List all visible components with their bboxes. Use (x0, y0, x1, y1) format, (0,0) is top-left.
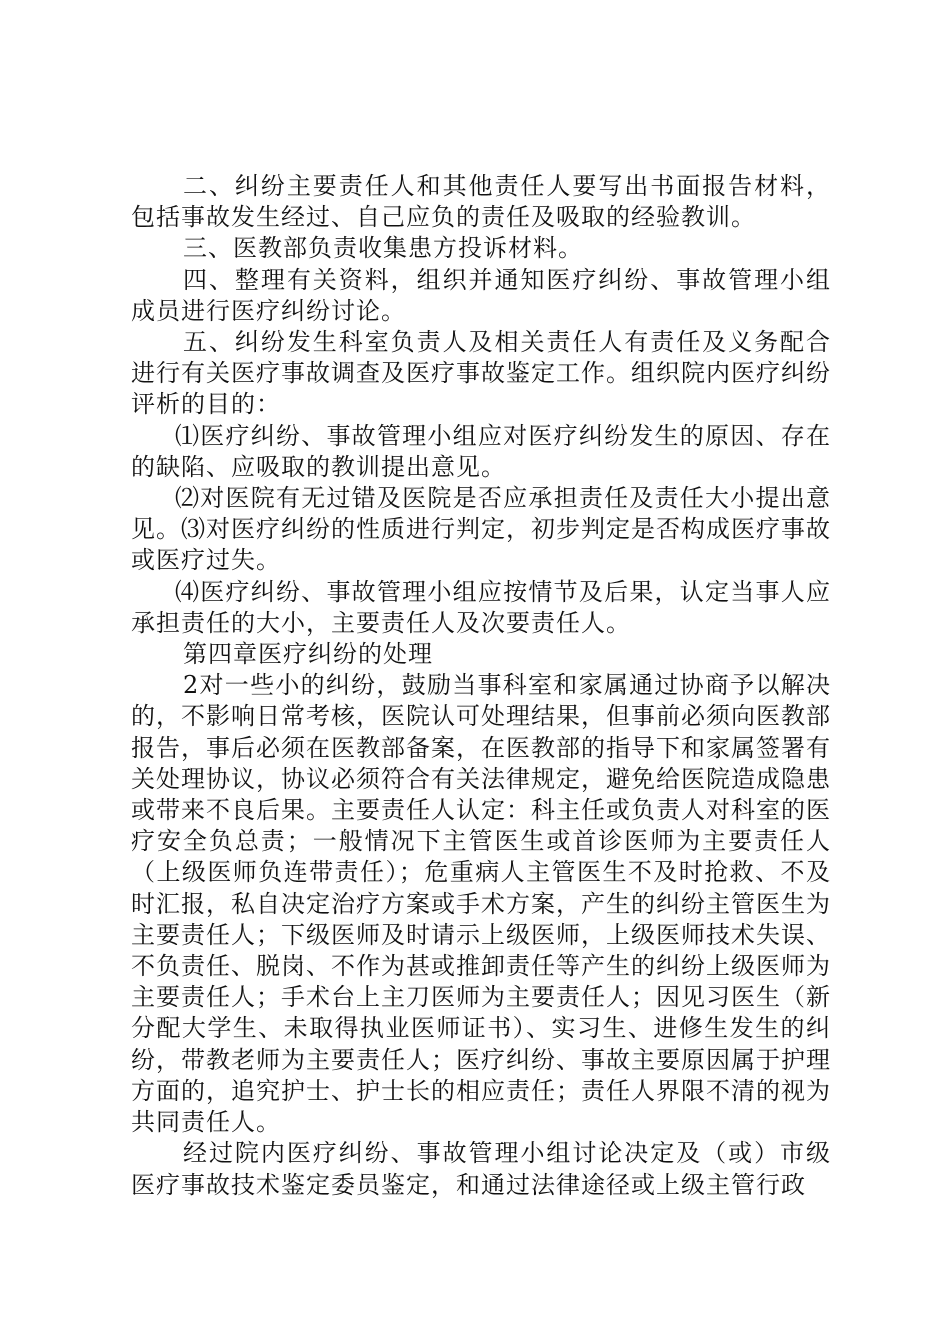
paragraph-continued: 经过院内医疗纠纷、事故管理小组讨论决定及（或）市级医疗事故技术鉴定委员鉴定，和通过法律途径或上级主管行政 (131, 1139, 831, 1199)
paragraph-2: 二、纠纷主要责任人和其他责任人要写出书面报告材料，包括事故发生经过、自己应负的责任及吸取的经验教训。 (131, 172, 831, 232)
paragraph-4: 四、整理有关资料，组织并通知医疗纠纷、事故管理小组成员进行医疗纠纷讨论。 (131, 265, 831, 325)
paragraph-dispute-handling: 2对一些小的纠纷，鼓励当事科室和家属通过协商予以解决的，不影响日常考核，医院认可处理结果，但事前必须向医教部报告，事后必须在医教部备案，在医教部的指导下和家属签署有关处理协议，协议必须符合有关法律规定，避免给医院造成隐患或带来不良后果。主要责任人认定：科主任或负责人对科室的医疗安全负总责；一般情况下主管医生或首诊医师为主要责任人（上级医师负连带责任）；危重病人主管医生不及时抢救、不及时汇报，私自决定治疗方案或手术方案，产生的纠纷主管医生为主要责任人；下级医师及时请示上级医师，上级医师技术失误、不负责任、脱岗、不作为甚或推卸责任等产生的纠纷上级医师为主要责任人；手术台上主刀医师为主要责任人；因见习医生（新分配大学生、未取得执业医师证书）、实习生、进修生发生的纠纷，带教老师为主要责任人；医疗纠纷、事故主要原因属于护理方面的，追究护士、护士长的相应责任；责任人界限不清的视为共同责任人。 (131, 671, 831, 1137)
list-item-4: ⑷医疗纠纷、事故管理小组应按情节及后果，认定当事人应承担责任的大小，主要责任人及次要责任人。 (131, 577, 831, 637)
document-body (131, 171, 831, 1201)
chapter-heading: 第四章医疗纠纷的处理 (183, 640, 433, 669)
paragraph-5: 五、纠纷发生科室负责人及相关责任人有责任及义务配合进行有关医疗事故调查及医疗事故鉴定工作。组织院内医疗纠纷评析的目的： (131, 328, 831, 419)
list-item-2-3: ⑵对医院有无过错及医院是否应承担责任及责任大小提出意见。⑶对医疗纠纷的性质进行判定，初步判定是否构成医疗事故或医疗过失。 (131, 484, 831, 575)
list-item-1: ⑴医疗纠纷、事故管理小组应对医疗纠纷发生的原因、存在的缺陷、应吸取的教训提出意见。 (131, 421, 831, 481)
paragraph-3: 三、医教部负责收集患方投诉材料。 (183, 234, 583, 263)
